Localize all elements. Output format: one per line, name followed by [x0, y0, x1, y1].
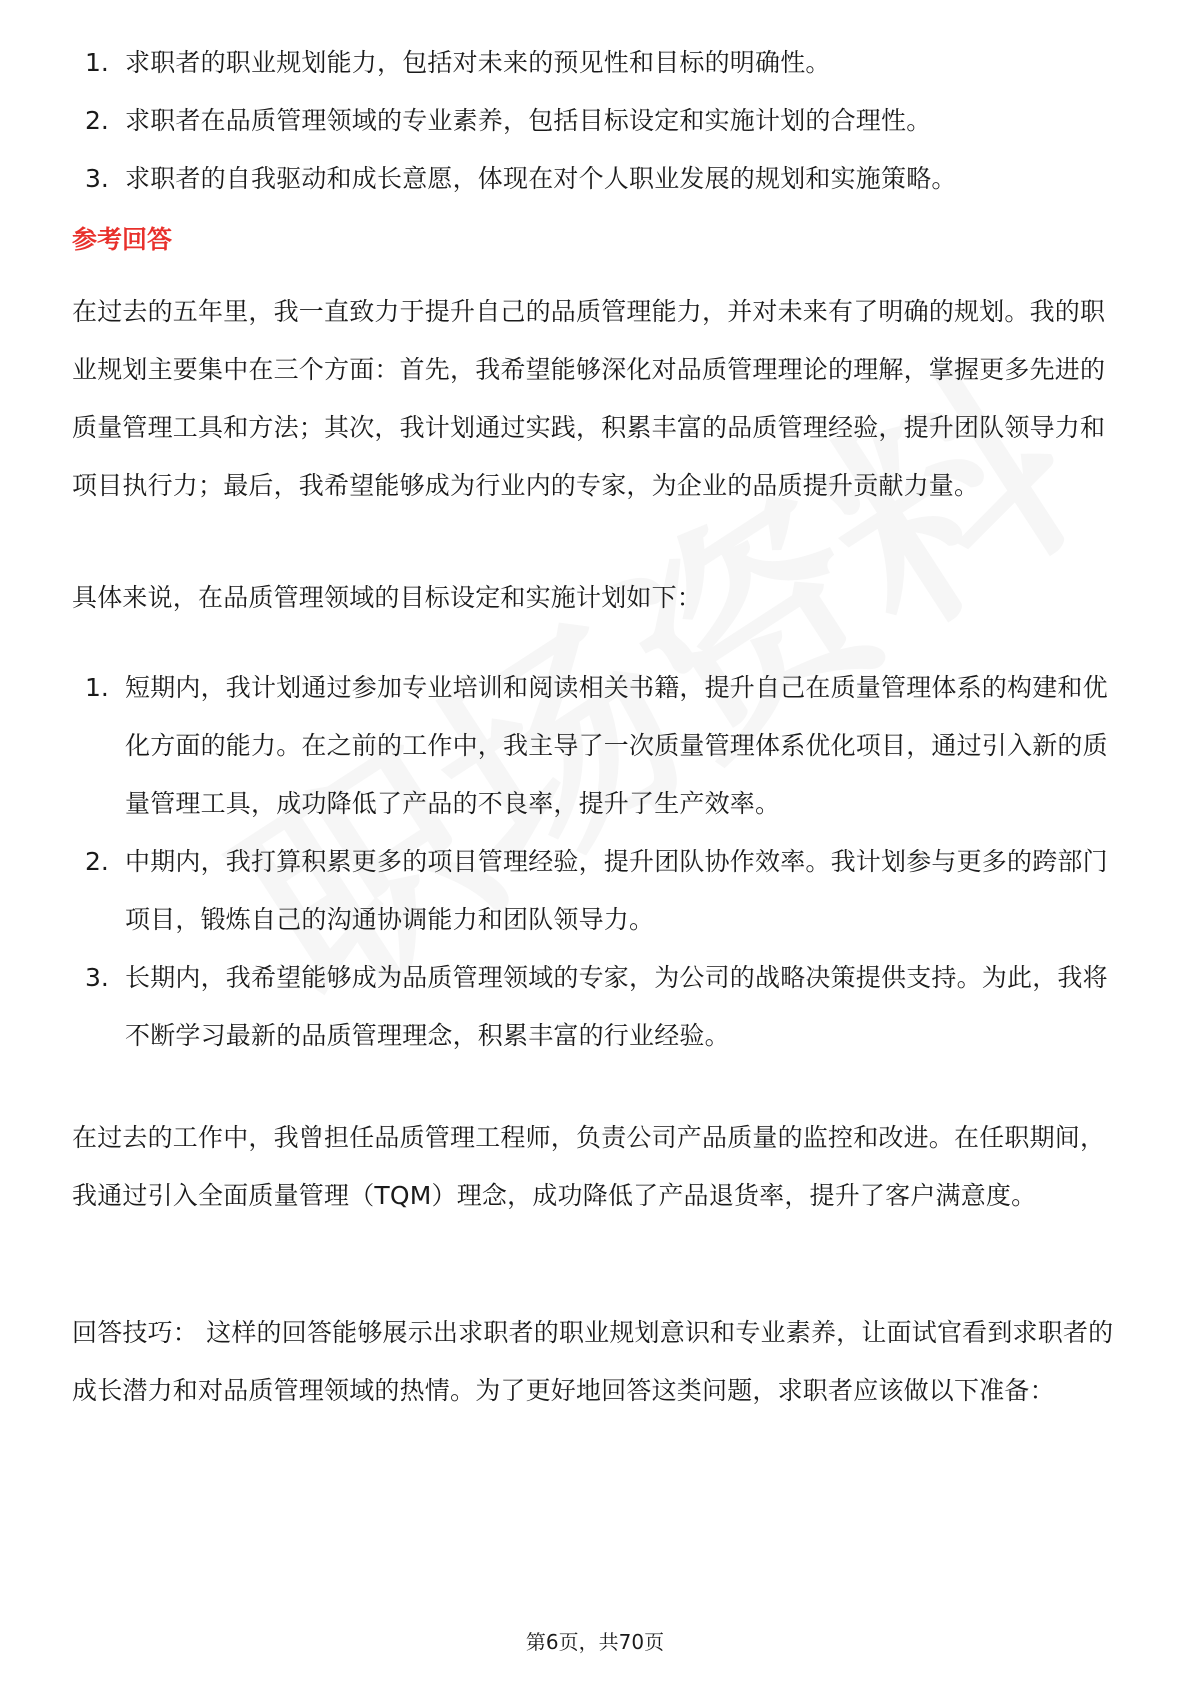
list-item: [0, 949, 1190, 1065]
list-item: [0, 34, 1190, 92]
list-text: 求职者在品质管理领域的专业素养，包括目标设定和实施计划的合理性。: [125, 106, 932, 135]
page-number: 第6页，共70页: [525, 1630, 665, 1654]
paragraph-experience: 在过去的工作中，我曾担任品质管理工程师，负责公司产品质量的监控和改进。在任职期间，我通过引入全面质量管理（TQM）理念，成功降低了产品退货率，提升了客户满意度。: [72, 1123, 1106, 1210]
list-number: 3.: [85, 164, 109, 193]
list-number: 1.: [85, 48, 109, 77]
list-item: [0, 659, 1190, 833]
paragraph-answer-tips: 回答技巧： 这样的回答能够展示出求职者的职业规划意识和专业素养，让面试官看到求职者的成长潜力和对品质管理领域的热情。为了更好地回答这类问题，求职者应该做以下准备：: [72, 1318, 1114, 1405]
list-number: 2.: [85, 847, 109, 876]
list-text: 短期内，我计划通过参加专业培训和阅读相关书籍，提升自己在质量管理体系的构建和优化方面的能力。在之前的工作中，我主导了一次质量管理体系优化项目，通过引入新的质量管理工具，成功降低了产品的不良率，提升了生产效率。: [125, 673, 1108, 818]
paragraph-plan-intro: 具体来说，在品质管理领域的目标设定和实施计划如下：: [72, 583, 703, 612]
list-text: 求职者的职业规划能力，包括对未来的预见性和目标的明确性。: [125, 48, 831, 77]
list-number: 2.: [85, 106, 109, 135]
paragraph-career-plan: 在过去的五年里，我一直致力于提升自己的品质管理能力，并对未来有了明确的规划。我的职业规划主要集中在三个方面：首先，我希望能够深化对品质管理理论的理解，掌握更多先进的质量管理工具和方法；其次，我计划通过实践，积累丰富的品质管理经验，提升团队领导力和项目执行力；最后，我希望能够成为行业内的专家，为企业的品质提升贡献力量。: [72, 297, 1106, 500]
criteria-list: [0, 34, 1190, 208]
list-number: 3.: [85, 963, 109, 992]
list-text: 求职者的自我驱动和成长意愿，体现在对个人职业发展的规划和实施策略。: [125, 164, 957, 193]
plans-list: [0, 659, 1190, 1065]
list-item: [0, 833, 1190, 949]
list-item: [0, 150, 1190, 208]
list-text: 长期内，我希望能够成为品质管理领域的专家，为公司的战略决策提供支持。为此，我将不断学习最新的品质管理理念，积累丰富的行业经验。: [125, 963, 1108, 1050]
answer-heading: 参考回答: [72, 225, 173, 254]
list-text: 中期内，我打算积累更多的项目管理经验，提升团队协作效率。我计划参与更多的跨部门项目，锻炼自己的沟通协调能力和团队领导力。: [125, 847, 1108, 934]
list-number: 1.: [85, 673, 109, 702]
list-item: [0, 92, 1190, 150]
